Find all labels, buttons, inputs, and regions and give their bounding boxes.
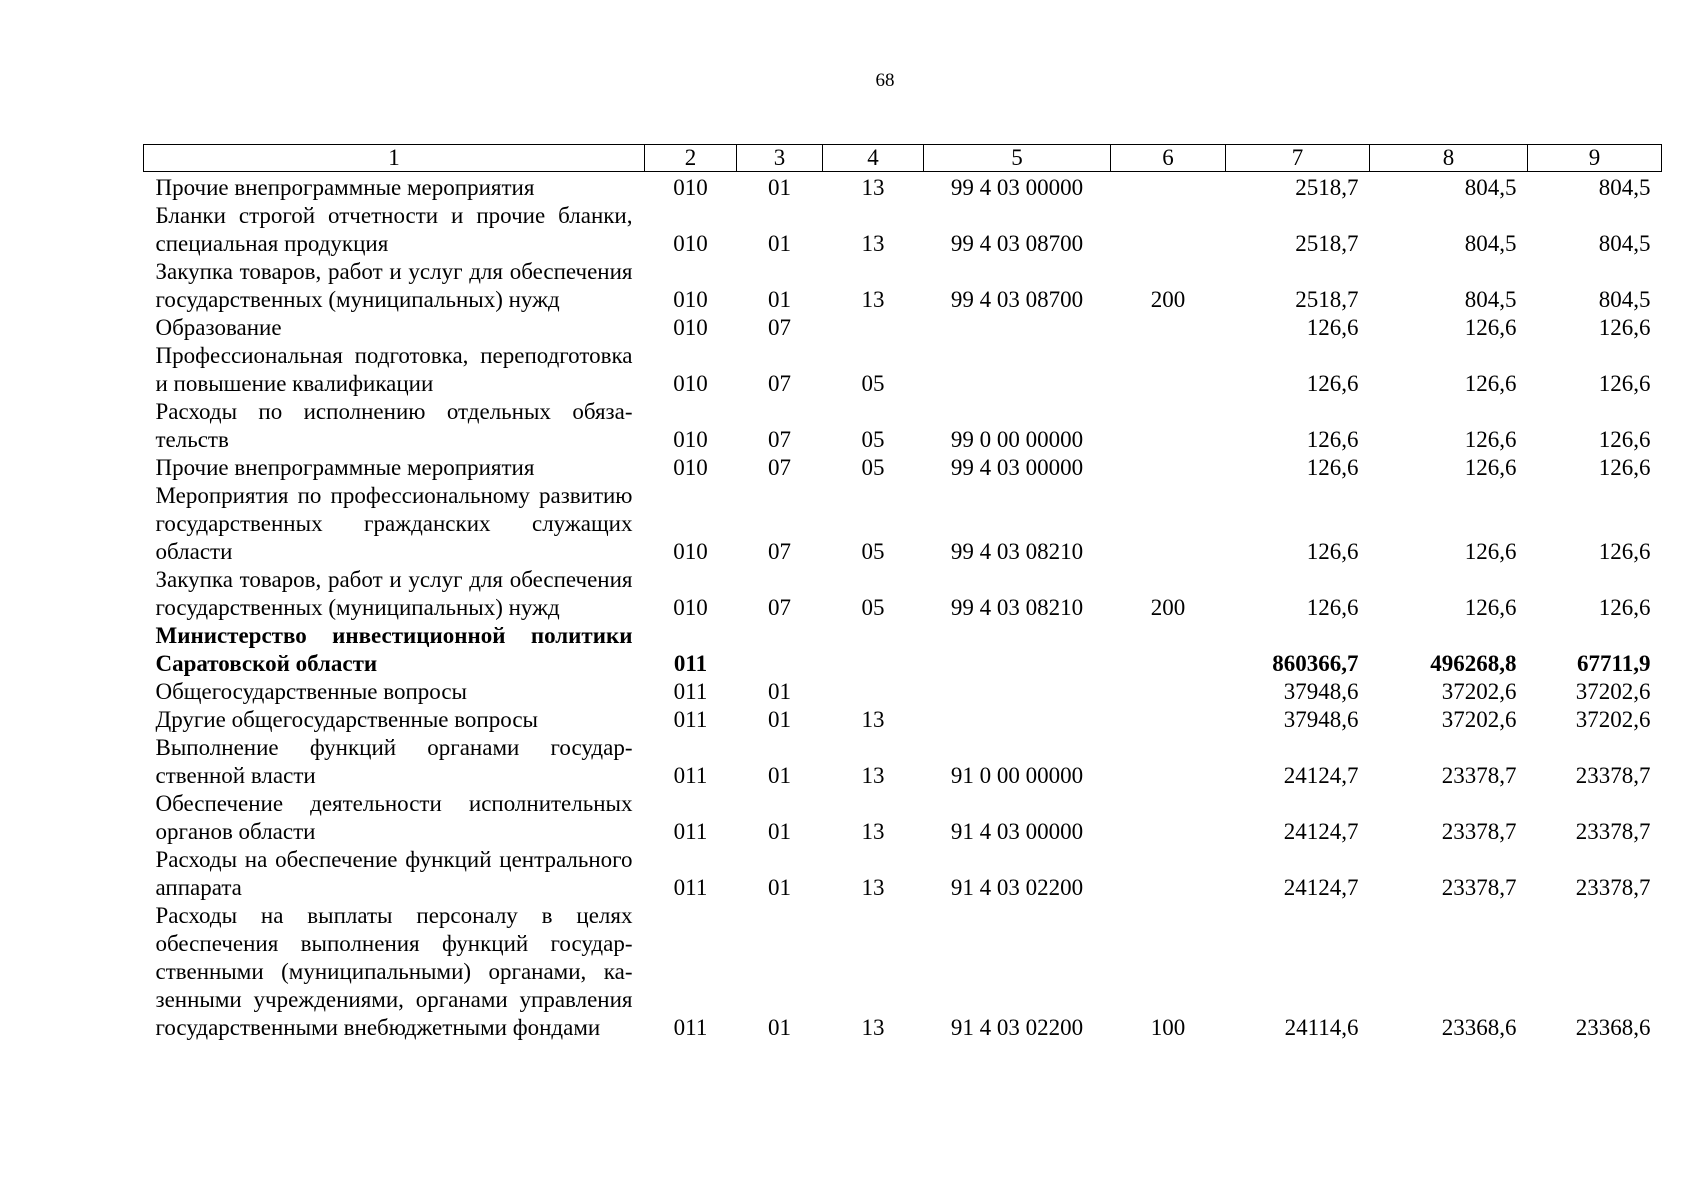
table-row [144,790,1662,846]
row-target-article: 91 0 00 00000 [950,763,1084,788]
row-section: 07 [768,427,791,452]
row-amount-col8: 126,6 [1464,427,1517,452]
row-amount-col9: 804,5 [1598,175,1651,200]
row-amount-col9: 23378,7 [1575,763,1651,788]
row-amount-col7: 2518,7 [1295,287,1359,312]
row-amount-col9: 126,6 [1598,455,1651,480]
row-ministry-code: 010 [673,427,708,452]
row-section: 01 [768,819,791,844]
row-name: Расходы по исполнению отдельных обязательств [155,399,633,452]
table-row [144,902,1662,1042]
row-name: Общегосударственные вопросы [155,679,467,704]
row-ministry-code: 010 [673,595,708,620]
table-row [144,172,1662,203]
row-ministry-code: 010 [673,455,708,480]
table-row [144,454,1662,482]
row-ministry-code: 011 [673,763,708,788]
row-name: Обеспечение деятельности исполнительных органов области [155,791,633,844]
row-subsection: 05 [861,539,885,564]
row-target-article: 99 4 03 00000 [950,175,1084,200]
row-subsection: 13 [861,175,885,200]
row-ministry-code: 010 [673,175,708,200]
row-name: Другие общегосударственные вопросы [155,707,538,732]
row-section: 01 [768,231,791,256]
row-expense-type: 100 [1150,1015,1186,1040]
table-row [144,734,1662,790]
row-subsection [823,314,924,342]
row-amount-col9: 126,6 [1598,539,1651,564]
row-section: 07 [768,455,791,480]
row-section: 01 [768,175,791,200]
row-amount-col7: 24114,6 [1284,1015,1359,1040]
row-amount-col9: 37202,6 [1575,679,1651,704]
row-ministry-code: 011 [673,875,708,900]
table-header [144,145,1662,172]
budget-table [143,144,1662,1042]
row-amount-col7: 126,6 [1306,371,1359,396]
row-subsection: 13 [861,875,885,900]
row-subsection: 13 [861,763,885,788]
table-row [144,846,1662,902]
row-target-article [924,706,1111,734]
row-target-article: 99 4 03 00000 [950,455,1084,480]
row-section: 07 [768,595,791,620]
column-header: 4 [823,145,924,172]
row-name: Прочие внепрограммные мероприятия [155,455,535,480]
row-expense-type [1111,706,1226,734]
row-amount-col8: 37202,6 [1441,679,1517,704]
row-section: 01 [768,1015,791,1040]
row-amount-col8: 23378,7 [1441,819,1517,844]
row-amount-col8: 496268,8 [1430,651,1517,676]
row-subsection: 13 [861,707,885,732]
row-expense-type: 200 [1150,595,1186,620]
column-header: 1 [144,145,645,172]
row-amount-col7: 126,6 [1306,595,1359,620]
row-amount-col7: 2518,7 [1295,231,1359,256]
row-target-article [924,678,1111,706]
table-row [144,622,1662,678]
row-expense-type [1111,846,1226,902]
column-header: 3 [737,145,823,172]
row-section: 07 [768,539,791,564]
row-amount-col8: 23378,7 [1441,763,1517,788]
row-name: Бланки строгой отчетности и прочие бланки, специальная продукция [155,203,633,256]
row-amount-col7: 126,6 [1306,455,1359,480]
row-subsection: 05 [861,595,885,620]
row-amount-col8: 126,6 [1464,595,1517,620]
row-target-article: 99 4 03 08700 [950,287,1084,312]
row-expense-type [1111,314,1226,342]
row-amount-col7: 2518,7 [1295,175,1359,200]
row-amount-col7: 24124,7 [1283,763,1359,788]
row-target-article [924,622,1111,678]
row-amount-col8: 126,6 [1464,455,1517,480]
table-row [144,706,1662,734]
row-amount-col8: 804,5 [1464,231,1517,256]
row-section [737,622,823,678]
row-expense-type [1111,678,1226,706]
row-section: 01 [768,707,791,732]
row-amount-col7: 24124,7 [1283,819,1359,844]
table-row [144,482,1662,566]
table-row [144,314,1662,342]
row-amount-col8: 126,6 [1464,539,1517,564]
row-amount-col7: 126,6 [1306,427,1359,452]
row-expense-type [1111,482,1226,566]
row-name: Расходы на обеспечение функций центрального аппарата [155,847,633,900]
table-row [144,678,1662,706]
row-target-article: 99 4 03 08210 [950,595,1084,620]
row-amount-col8: 126,6 [1464,371,1517,396]
row-amount-col9: 67711,9 [1577,651,1651,676]
row-ministry-code: 011 [673,819,708,844]
row-ministry-code: 010 [673,287,708,312]
row-ministry-code: 010 [673,315,708,340]
table-body [144,172,1662,1043]
row-expense-type [1111,172,1226,203]
column-header: 8 [1370,145,1528,172]
row-section: 01 [768,679,791,704]
row-section: 01 [768,763,791,788]
row-subsection: 13 [861,1015,885,1040]
row-amount-col9: 126,6 [1598,427,1651,452]
row-subsection: 05 [861,427,885,452]
row-amount-col7: 37948,6 [1283,679,1359,704]
row-ministry-code: 010 [673,539,708,564]
row-subsection: 05 [861,371,885,396]
row-amount-col7: 860366,7 [1272,651,1359,676]
row-amount-col9: 804,5 [1598,287,1651,312]
row-name: Выполнение функций органами государственной власти [155,735,633,788]
column-header: 7 [1226,145,1370,172]
row-name: Расходы на выплаты персоналу в целях обеспечения выполнения функций государственными (муниципальными) органами, казенными учреждениями, органами управления государственными внебюджетными фондами [155,903,633,1040]
row-amount-col8: 23378,7 [1441,875,1517,900]
row-expense-type: 200 [1150,287,1186,312]
row-amount-col9: 23378,7 [1575,819,1651,844]
row-amount-col9: 804,5 [1598,231,1651,256]
row-ministry-code: 011 [673,707,708,732]
row-amount-col9: 23368,6 [1575,1015,1651,1040]
row-ministry-code: 011 [673,1015,708,1040]
row-expense-type [1111,454,1226,482]
row-subsection: 05 [861,455,885,480]
table-row [144,342,1662,398]
table-row [144,258,1662,314]
row-target-article [924,342,1111,398]
row-section: 01 [768,875,791,900]
table-row [144,398,1662,454]
row-target-article: 99 0 00 00000 [950,427,1084,452]
row-section: 07 [768,315,791,340]
row-amount-col9: 23378,7 [1575,875,1651,900]
row-target-article: 99 4 03 08210 [950,539,1084,564]
row-name: Прочие внепрограммные мероприятия [155,175,535,200]
row-target-article: 99 4 03 08700 [950,231,1084,256]
row-amount-col7: 126,6 [1306,539,1359,564]
row-expense-type [1111,342,1226,398]
row-amount-col8: 804,5 [1464,175,1517,200]
row-amount-col9: 126,6 [1598,315,1651,340]
row-expense-type [1111,622,1226,678]
row-amount-col8: 23368,6 [1441,1015,1517,1040]
row-name: Образование [155,315,282,340]
row-amount-col9: 126,6 [1598,595,1651,620]
row-expense-type [1111,734,1226,790]
row-ministry-code: 010 [673,371,708,396]
row-amount-col7: 37948,6 [1283,707,1359,732]
column-header: 2 [645,145,737,172]
row-target-article: 91 4 03 02200 [950,1015,1084,1040]
row-amount-col8: 126,6 [1464,315,1517,340]
header-row [144,145,1662,172]
row-name: Закупка товаров, работ и услуг для обеспечения государственных (муниципальных) нужд [155,259,633,312]
row-section: 01 [768,287,791,312]
row-subsection [823,678,924,706]
column-header: 9 [1528,145,1662,172]
row-amount-col8: 37202,6 [1441,707,1517,732]
row-name: Закупка товаров, работ и услуг для обеспечения государственных (муниципальных) нужд [155,567,633,620]
row-subsection: 13 [861,287,885,312]
row-amount-col7: 126,6 [1306,315,1359,340]
row-target-article [924,314,1111,342]
row-expense-type [1111,398,1226,454]
row-subsection [823,622,924,678]
row-amount-col9: 37202,6 [1575,707,1651,732]
row-target-article: 91 4 03 02200 [950,875,1084,900]
row-name: Министерство инвестиционной политики Саратовской области [155,623,633,676]
row-target-article: 91 4 03 00000 [950,819,1084,844]
page-number: 68 [875,70,895,91]
row-name: Профессиональная подготовка, переподготовка и повышение квалификации [155,343,633,396]
column-header: 5 [924,145,1111,172]
row-ministry-code: 011 [673,679,708,704]
row-subsection: 13 [861,231,885,256]
row-ministry-code: 010 [673,231,708,256]
table-row [144,202,1662,258]
row-amount-col7: 24124,7 [1283,875,1359,900]
row-section: 07 [768,371,791,396]
row-amount-col8: 804,5 [1464,287,1517,312]
row-name: Мероприятия по профессиональному развитию государственных гражданских служащих области [155,483,633,564]
row-expense-type [1111,790,1226,846]
row-ministry-code: 011 [673,651,708,676]
row-amount-col9: 126,6 [1598,371,1651,396]
row-expense-type [1111,202,1226,258]
table-row [144,566,1662,622]
column-header: 6 [1111,145,1226,172]
row-subsection: 13 [861,819,885,844]
